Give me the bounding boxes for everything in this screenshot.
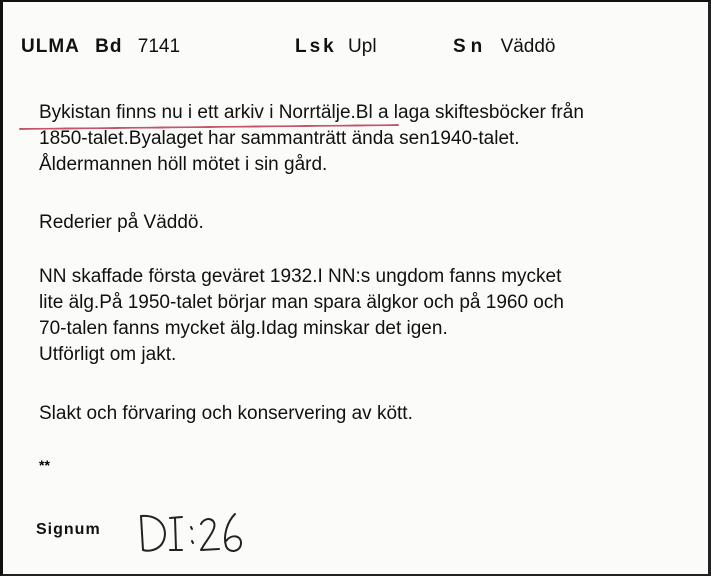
lsk-label: Lsk [295,36,337,57]
text-line: 1850-talet.Byalaget har sammanträtt ända sen1940-talet. [39,128,520,149]
bd-value: 7141 [137,36,181,57]
asterisks: ** [39,457,50,473]
text-line: Åldermannen höll mötet i sin gård. [39,154,328,175]
sn-value: Väddö [500,36,556,57]
signum-handwritten [135,510,249,556]
text-line: 70-talen fanns mycket älg.Idag minskar det igen. [39,318,448,339]
bd-label: Bd [95,36,123,57]
text-line: lite älg.På 1950-talet börjar man spara älgkor och på 1960 och [39,292,564,313]
text-line: Utförligt om jakt. [39,344,177,365]
sn-field [453,36,556,58]
paragraph-slaughter [39,401,413,427]
archive-label: ULMA [21,36,80,57]
paragraph-hunting [39,264,564,368]
lsk-field [295,36,377,58]
paragraph-archive [39,100,584,178]
text-line: Bykistan finns nu i ett arkiv i Norrtälje.Bl a laga skiftesböcker från [39,102,584,123]
text-line: Slakt och förvaring och konservering av kött. [39,403,413,424]
sn-label: Sn [453,36,488,57]
signum-label: Signum [36,521,101,538]
archive-field [21,36,180,58]
paragraph-shipping [39,210,204,236]
text-line: Rederier på Väddö. [39,212,204,233]
lsk-value: Upl [348,36,377,57]
text-line: NN skaffade första geväret 1932.I NN:s ungdom fanns mycket [39,266,562,287]
